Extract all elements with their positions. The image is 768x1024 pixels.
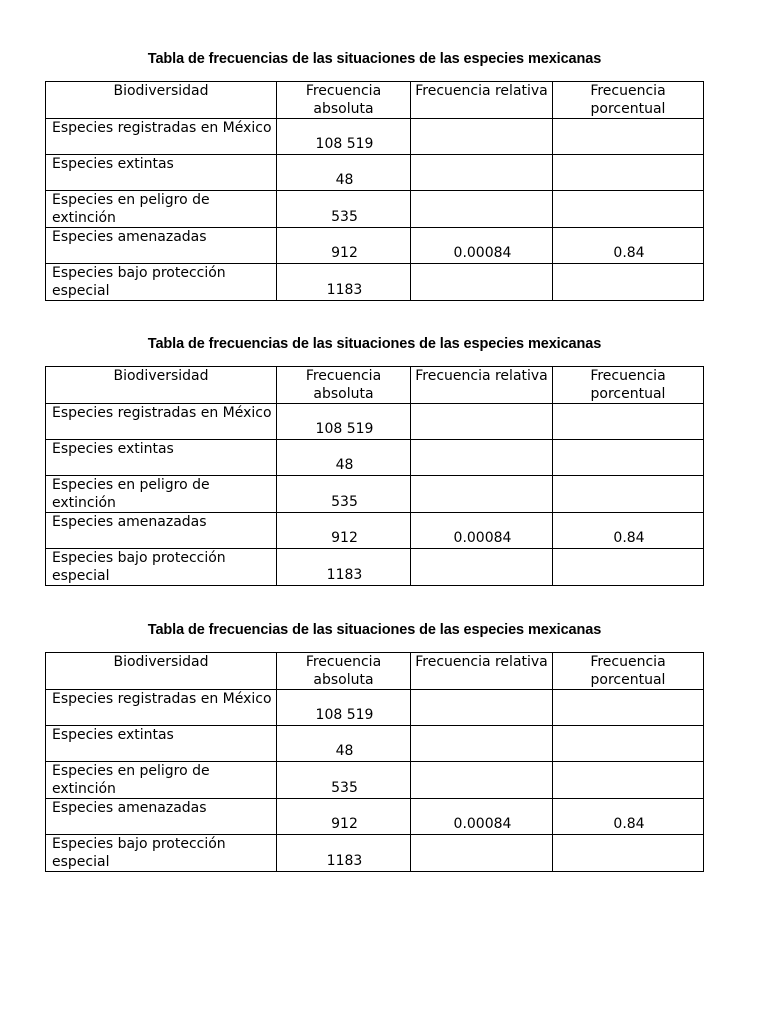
frequency-table [45,366,704,586]
cell-porcentual [553,404,704,440]
cell-porcentual [553,726,704,762]
header-frecuencia-porcentual: Frecuencia porcentual [553,82,704,119]
header-row [46,82,704,119]
header-frecuencia-absoluta: Frecuencia absoluta [277,367,411,404]
cell-relativa [411,762,553,799]
row-label: Especies registradas en México [46,119,277,155]
cell-porcentual [553,191,704,228]
cell-absoluta: 912 [277,228,411,264]
frequency-table-block-2 [45,333,704,586]
header-biodiversidad: Biodiversidad [46,82,277,119]
cell-absoluta: 535 [277,762,411,799]
cell-absoluta: 535 [277,476,411,513]
table-row [46,264,704,301]
cell-porcentual [553,690,704,726]
frequency-table-block-1 [45,48,704,301]
cell-relativa [411,155,553,191]
cell-relativa [411,726,553,762]
header-frecuencia-absoluta: Frecuencia absoluta [277,82,411,119]
table-row [46,549,704,586]
table-row [46,191,704,228]
header-row [46,653,704,690]
cell-porcentual: 0.84 [553,799,704,835]
row-label: Especies registradas en México [46,404,277,440]
cell-absoluta: 48 [277,155,411,191]
table-row [46,119,704,155]
cell-porcentual [553,549,704,586]
table-row [46,762,704,799]
row-label: Especies extintas [46,155,277,191]
header-biodiversidad: Biodiversidad [46,653,277,690]
table-row [46,404,704,440]
cell-relativa [411,191,553,228]
table-title: Tabla de frecuencias de las situaciones de las especies mexicanas [147,51,602,67]
row-label: Especies en peligro de extinción [46,191,277,228]
header-biodiversidad: Biodiversidad [46,367,277,404]
table-row [46,513,704,549]
row-label: Especies registradas en México [46,690,277,726]
cell-porcentual [553,119,704,155]
frequency-table [45,652,704,872]
cell-absoluta: 1183 [277,264,411,301]
header-frecuencia-relativa: Frecuencia relativa [411,653,553,690]
cell-relativa [411,549,553,586]
row-label: Especies bajo protección especial [46,264,277,301]
header-frecuencia-relativa: Frecuencia relativa [411,82,553,119]
row-label: Especies extintas [46,440,277,476]
cell-porcentual [553,155,704,191]
row-label: Especies en peligro de extinción [46,762,277,799]
cell-relativa: 0.00084 [411,513,553,549]
cell-porcentual: 0.84 [553,513,704,549]
cell-relativa [411,264,553,301]
cell-absoluta: 1183 [277,549,411,586]
row-label: Especies en peligro de extinción [46,476,277,513]
header-frecuencia-absoluta: Frecuencia absoluta [277,653,411,690]
table-title: Tabla de frecuencias de las situaciones de las especies mexicanas [147,622,602,638]
cell-relativa: 0.00084 [411,228,553,264]
cell-absoluta: 912 [277,799,411,835]
cell-absoluta: 108 519 [277,119,411,155]
cell-porcentual [553,835,704,872]
header-frecuencia-porcentual: Frecuencia porcentual [553,653,704,690]
header-frecuencia-porcentual: Frecuencia porcentual [553,367,704,404]
cell-absoluta: 912 [277,513,411,549]
table-row [46,835,704,872]
row-label: Especies amenazadas [46,228,277,264]
cell-porcentual: 0.84 [553,228,704,264]
table-row [46,228,704,264]
table-row [46,799,704,835]
table-title: Tabla de frecuencias de las situaciones de las especies mexicanas [147,336,602,352]
cell-porcentual [553,762,704,799]
row-label: Especies bajo protección especial [46,549,277,586]
cell-porcentual [553,264,704,301]
row-label: Especies extintas [46,726,277,762]
cell-relativa [411,404,553,440]
cell-absoluta: 48 [277,726,411,762]
cell-absoluta: 535 [277,191,411,228]
cell-absoluta: 1183 [277,835,411,872]
header-frecuencia-relativa: Frecuencia relativa [411,367,553,404]
cell-absoluta: 108 519 [277,690,411,726]
cell-porcentual [553,476,704,513]
cell-relativa [411,119,553,155]
row-label: Especies amenazadas [46,513,277,549]
frequency-table [45,81,704,301]
row-label: Especies bajo protección especial [46,835,277,872]
cell-relativa [411,690,553,726]
table-row [46,690,704,726]
table-row [46,440,704,476]
cell-relativa [411,835,553,872]
table-row [46,476,704,513]
cell-relativa: 0.00084 [411,799,553,835]
table-row [46,155,704,191]
row-label: Especies amenazadas [46,799,277,835]
cell-porcentual [553,440,704,476]
frequency-table-block-3 [45,619,704,872]
cell-relativa [411,440,553,476]
cell-absoluta: 108 519 [277,404,411,440]
header-row [46,367,704,404]
cell-relativa [411,476,553,513]
cell-absoluta: 48 [277,440,411,476]
table-row [46,726,704,762]
